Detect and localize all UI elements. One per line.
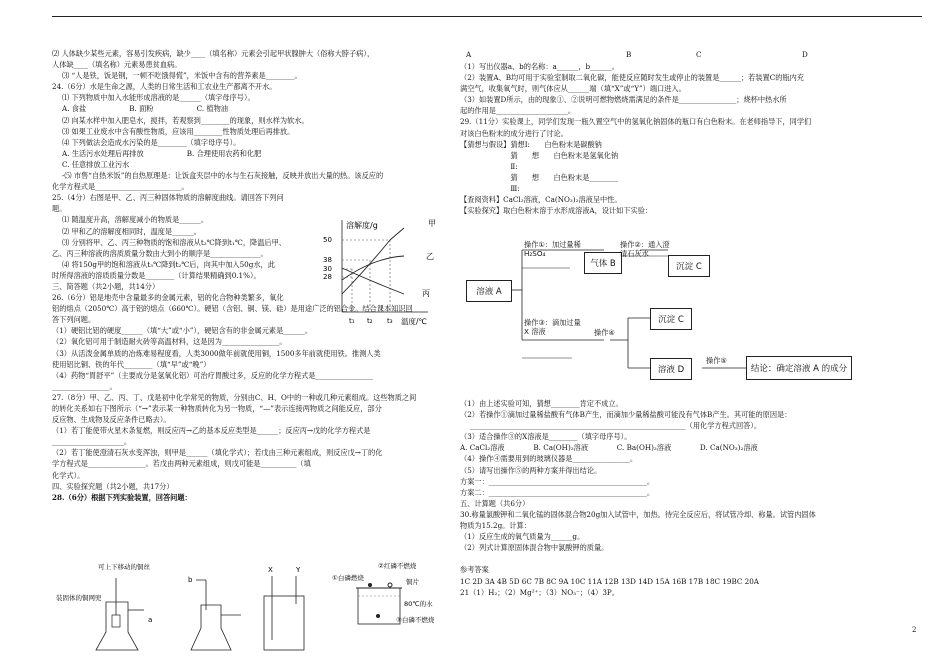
text-line: 乙、丙三种溶液的溶质质量分数由大到小的顺序是______________。: [52, 248, 268, 258]
text-line: 使用铝比铜、铁的年代________（填“早”或“晚”）: [52, 359, 211, 369]
text-line: A. 食盐 B. 面粉 C. 植物油: [62, 104, 228, 114]
x-tick-label: t₃: [387, 317, 393, 325]
answers-line: 1C 2D 3A 4B 5D 6C 7B 8C 9A 10C 11A 12B 13D 14D 15A 16B 17B 18C 19BC 20A: [460, 576, 759, 586]
text-line: 满空气，收集氧气时，则气体应从______端（填“X”或“Y”）端口进入。: [460, 84, 686, 94]
precipitate-c-box: 沉淀 C: [668, 255, 710, 277]
text-line: （3）适合操作③的X溶液是________（填字母序号）。: [460, 432, 632, 442]
precipitate-c-box-2: 沉淀 C: [650, 308, 692, 330]
y-tick-label: 50: [323, 236, 332, 244]
header-b: B: [626, 50, 632, 59]
text-line: （1）硬铝比铝的硬度______（填“大”或“小”），硬铝含有的非金属元素是______。: [52, 326, 313, 336]
text-line: ________________。: [52, 381, 117, 391]
text-line: 化学方程式是________________________。: [52, 182, 189, 192]
text-line: 起的作用是____________________。: [460, 106, 576, 116]
text-line: （3）从活泼金属单质的冶炼难易程度看，人类3000做年前就使用铜，1500多年前就使用铁。推测人类: [52, 348, 381, 358]
text-line: （2）列式计算原固体混合物中氯酸钾的质量。: [460, 543, 609, 553]
flask-a: [96, 602, 138, 650]
right-column-lower: [460, 398, 880, 598]
text-line: （5）请写出操作⑤的两种方案并得出结论。: [460, 465, 602, 475]
spacer: [460, 553, 880, 564]
apparatus-label: 可上下移动的铜丝: [98, 563, 150, 571]
text-line: 题。: [52, 204, 67, 214]
apparatus-figure: [56, 560, 456, 665]
white-phosphorus-water: [376, 614, 380, 618]
text-line: ⑵ 人体缺少某些元素，容易引发疾病，缺少____（填名称）元素会引起甲状腺肿大（俗称大脖子病），: [52, 49, 375, 58]
text-line: 【猜想与假设】猜想Ⅰ: 白色粉末是碳酸钠: [460, 139, 602, 149]
text-line: （4）操作④需要用到的玻璃仪器是________________。: [460, 454, 638, 464]
text-line: （2）氧化铝可用于制造耐火砖等高温材料，这是因为________________。: [52, 337, 287, 347]
text-line: 的转化关系如右下图所示（“→”表示某一种物质转化为另一物质，“—”表示连接两物质之间能反应，部分: [52, 404, 382, 413]
section-heading: 三、简答题（共2小题，共14分）: [52, 281, 160, 291]
header-rule: [52, 16, 922, 17]
header-a: A: [466, 50, 472, 59]
text-line: （1）由上述实验可知，猜想________肯定不成立。: [460, 399, 623, 408]
gas-b-box: 气体 B: [584, 252, 622, 274]
apparatus-label: 铜片: [406, 578, 419, 586]
text-line: 答下列问题。: [52, 315, 96, 325]
conclusion-box: 结论：确定溶液 A 的成分: [746, 356, 852, 380]
text-line: Ⅲ:: [460, 184, 520, 194]
question-30: 30.称量氯酸钾和二氧化锰的固体混合物20g加入试管中，加热。待完全反应后，将试管冷却、称量。试管内固体: [460, 509, 816, 519]
beaker-d: [358, 588, 400, 624]
op4-label: 操作④: [594, 328, 615, 337]
apparatus-label: X: [268, 566, 273, 574]
text-line: Ⅱ:: [460, 161, 518, 171]
text-line: ____________________。: [52, 437, 132, 447]
apparatus-label: ③白磷不燃烧: [396, 616, 435, 624]
text-line: 对该白色粉末的成分进行了讨论。: [460, 128, 568, 138]
text-line: 猜 想 白色粉末是氢氧化钠: [460, 150, 619, 160]
bottle-c: [264, 596, 304, 650]
text-line: ⑷ 下列做法会造成水污染的是________（填字母序号）。: [62, 137, 241, 147]
page-number: 2: [912, 626, 917, 634]
text-line: 学方程式是________________。若戊由两种元素组成，则戊可能是__________（填: [52, 459, 311, 469]
text-line: ⑶ 分别将甲、乙、丙三种物质的饱和溶液从t₂℃降到t₁℃，降温后甲、: [62, 237, 286, 247]
header-d: D: [802, 50, 808, 59]
op5-label: 操作⑤: [706, 356, 727, 365]
solution-d-box: 溶液 D: [650, 358, 692, 380]
apparatus-label: a: [148, 616, 153, 624]
text-line: 铝的熔点（2050℃）高于铝的熔点（660℃）。硬铝（含铝、铜、镁、硅）是用途广泛的铝合金。结合课本知识回: [52, 304, 413, 314]
header-c: C: [696, 50, 702, 59]
series-label-jia: 甲: [428, 219, 436, 228]
text-line: 反应物、生成物及反应条件已略去）。: [52, 415, 171, 425]
apparatus-label: Y: [296, 566, 301, 574]
question-29: 29.（11分）实验课上，同学们发现一瓶久置空气中的氢氧化钠固体的瓶口有白色粉末。在老师指导下，同学们: [460, 117, 812, 127]
answers-heading: 参考答案: [460, 565, 489, 575]
text-line: （3）如装置D所示，由的现象①、②说明可燃物燃烧需满足的条件是________________；烧杯中热水所: [460, 95, 787, 105]
x-tick-label: t₂: [367, 317, 373, 325]
text-line: ____________________________________________________________（用化学方程式回答）。: [470, 421, 762, 431]
apparatus-label: ②红磷不燃烧: [378, 562, 417, 570]
text-line: ⑵ 甲和乙的溶解度相同时，温度是______。: [62, 226, 201, 236]
text-line: （4）药物“胃舒平”（主要成分是氢氧化铝）可治疗胃酸过多，反应的化学方程式是________________: [52, 370, 373, 380]
solubility-chart: [318, 212, 458, 332]
white-phosphorus: [368, 583, 372, 587]
op2-label: 操作②：通入澄清石灰水: [620, 240, 670, 258]
y-tick-label: 30: [323, 265, 332, 273]
text-line: （1）写出仪器a、b的名称：a______，b______。: [460, 62, 619, 71]
text-line: ⑵ 向某水样中加入肥皂水，搅拌，若观察到________的现象，则水样为软水。: [62, 115, 309, 125]
text-line: 【实验探究】取白色粉末溶于水形成溶液A，设计如下实验：: [460, 206, 653, 216]
text-line: 人体缺____（填名称）元素易患贫血病。: [52, 60, 182, 70]
text-line: ⑶ 如果工业废水中含有酸性物质，应该用________性物质处理后再排放。: [62, 126, 295, 136]
text-line: 方案一：____________________________________________。: [460, 476, 655, 486]
y-axis-label: 溶解度/g: [346, 221, 378, 230]
text-line: A. CaCl₂溶液 B. Ca(OH)₂溶液 C. Ba(OH)₂溶液 D. Ca(NO₃)₂溶液: [460, 443, 758, 453]
text-line: ⑴ 下列物质中加入水能形成溶液的是______（填字母序号）。: [62, 93, 255, 103]
text-line: ⑷ 将150g甲的饱和溶液从t₃℃降到t₂℃后，向其中加入50g水，此: [62, 259, 275, 269]
x-axis-label: 温度/℃: [401, 317, 427, 326]
text-line: （2）若操作①滴加过量稀盐酸有气体B产生，而滴加少量稀盐酸可能没有气体B产生。其可能的原因是：: [460, 410, 792, 420]
text-line: （2）装置A、B均可用于实验室制取二氧化碳，能使反应随时发生或停止的装置是______；若装置C的瓶内充: [460, 73, 804, 83]
apparatus-label: ①白磷燃烧: [332, 574, 364, 582]
section-heading: 四、实验探究题（共2小题，共17分）: [52, 481, 174, 491]
text-line: A. 生活污水处理后再排放 B. 合理使用农药和化肥: [62, 148, 262, 158]
curve-bing: [342, 268, 404, 294]
tubes-c: [272, 576, 296, 640]
text-line: -⑸ 市售“自热米饭”的自热原理是：让饭盒夹层中的水与生石灰接触，反映并放出大量的热。该反应的: [62, 171, 384, 181]
apparatus-label: b: [188, 576, 193, 584]
text-line: （1）若丁能使带火星木条复燃，则反应丙→乙的基本反应类型是______；反应丙→戊的化学方程式是: [52, 426, 371, 436]
text-line: 时所得溶液的溶质质量分数是________（计算结果精确到0.1%）。: [52, 270, 261, 280]
question-28: 28.（6分）根据下列实验装置，回答问题：: [52, 492, 192, 502]
text-line: （1）反应生成的氧气质量为______g。: [460, 532, 585, 542]
text-line: 化学式）。: [52, 470, 85, 480]
text-line: ⑴ 随温度升高，溶解度减小的物质是______。: [62, 215, 209, 225]
section-heading: 五、计算题（共6分）: [460, 498, 530, 508]
y-tick-label: 28: [323, 273, 332, 281]
text-line: 猜 想 白色粉末是________: [460, 172, 619, 182]
apparatus-label: 装固体的铜网兜: [56, 594, 102, 602]
text-line: （2）若丁能使澄清石灰水变浑浊，则甲是______（填化学式）；若戊由三种元素组成，则反应戊→丁的化: [52, 448, 383, 458]
text-line: C. 任意排放工业污水: [62, 159, 130, 169]
text-line: ⑶ “人是铁，饭是钢，一顿不吃饿得慌”，米饭中含有的营养素是________。: [62, 71, 302, 81]
text-line: 物质为15.2g。计算：: [460, 521, 531, 531]
x-tick-label: t₁: [349, 317, 355, 325]
question-26: 26.（6分）铝是地壳中含量最多的金属元素，铝的化合物种类繁多，氧化: [52, 293, 284, 303]
text-line: 【查阅资料】CaCl₂溶液，Ca(NO₃)₂溶液呈中性。: [460, 195, 622, 205]
flask-b: [191, 605, 231, 650]
right-column: [460, 61, 880, 216]
solution-a-box: 溶液 A: [466, 280, 512, 302]
question-24: 24.（6分）水是生命之源，人类的日常生活和工农业生产都离不开水。: [52, 82, 277, 92]
op3-label: 操作③：滴加过量 X 溶液: [524, 318, 581, 336]
op1-label: 操作①：加过量稀 H₂SO₄: [524, 240, 581, 258]
text-line: 方案二：____________________________________________。: [460, 487, 655, 497]
question-27: 27.（8分）甲、乙、丙、丁、戊是初中化学常见的物质，分别由C、H、O中的一种或几种元素组成。这些物质之间: [52, 392, 417, 402]
question-25: 25.（4分）右图是甲、乙、丙三种固体物质的溶解度曲线。请回答下列问: [52, 193, 284, 203]
answers-line: 21（1）H₂；（2）Mg²⁺；（3）NO₃⁻；（4）3P。: [460, 587, 619, 597]
y-tick-label: 38: [323, 256, 332, 264]
red-phosphorus: [388, 583, 392, 587]
curve-jia: [342, 228, 404, 294]
copper-net: [112, 615, 120, 627]
apparatus-label: 80℃的水: [404, 600, 433, 608]
series-label-bing: 丙: [422, 289, 430, 298]
series-label-yi: 乙: [426, 252, 434, 261]
